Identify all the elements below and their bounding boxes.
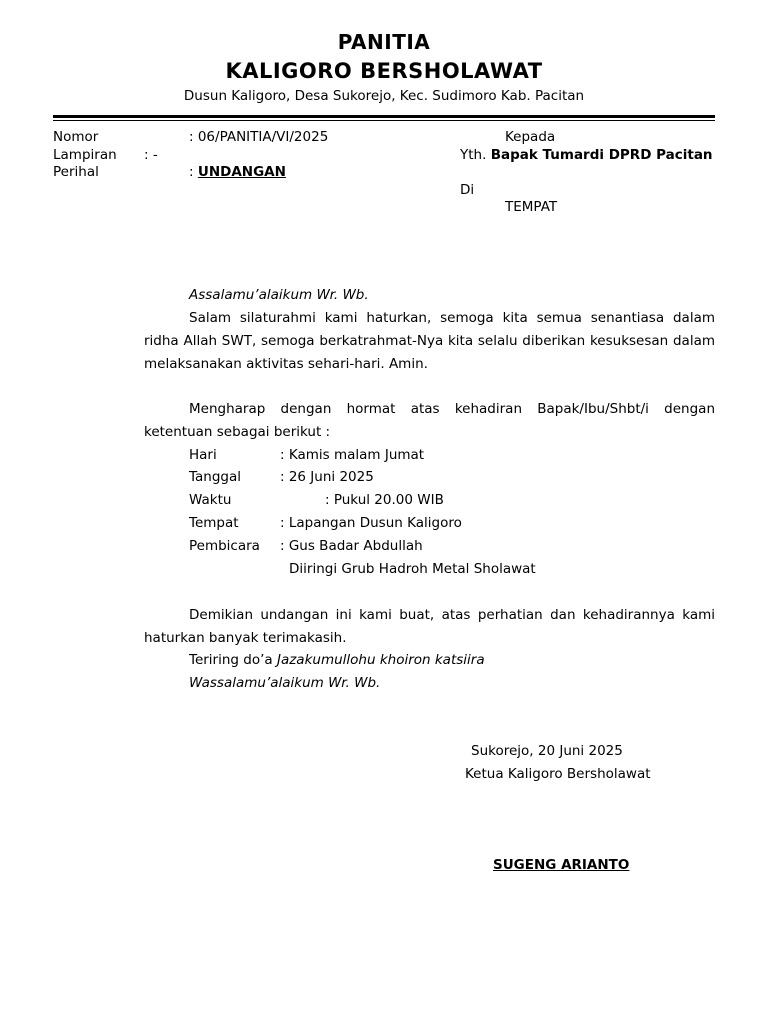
paragraph-closing-text: Demikian undangan ini kami buat, atas perhatian dan kehadirannya kami haturkan banyak terimakasih. [144, 607, 715, 646]
nomor-value: : 06/PANITIA/VI/2025 [189, 129, 329, 145]
signature-place-date: Sukorejo, 20 Juni 2025 [471, 743, 623, 759]
detail-label-waktu: Waktu [189, 492, 232, 508]
paragraph-closing [144, 604, 715, 650]
perihal-value-line [189, 164, 286, 180]
recipient-line [460, 147, 713, 163]
detail-value-tempat: : Lapangan Dusun Kaligoro [280, 515, 462, 531]
letterhead-rule-thin [53, 120, 715, 121]
detail-value-pembicara: : Gus Badar Abdullah [280, 538, 423, 554]
recipient-name: Bapak Tumardi DPRD Pacitan [490, 147, 713, 163]
paragraph-invitation-text: Mengharap dengan hormat atas kehadiran Bapak/Ibu/Shbt/i dengan ketentuan sebagai berikut : [144, 401, 715, 440]
perihal-value: UNDANGAN [197, 164, 286, 180]
closing-prayer-prefix: Teriring do’a [189, 652, 277, 668]
nomor-label: Nomor [53, 129, 99, 145]
detail-value-waktu: : Pukul 20.00 WIB [325, 492, 444, 508]
farewell: Wassalamu’alaikum Wr. Wb. [189, 675, 381, 691]
lampiran-label: Lampiran [53, 147, 117, 163]
org-address: Dusun Kaligoro, Desa Sukorejo, Kec. Sudimoro Kab. Pacitan [183, 88, 585, 104]
recipient-yth: Yth. [460, 147, 487, 163]
org-title-line2: KALIGORO BERSHOLAWAT [225, 59, 543, 83]
detail-label-hari: Hari [189, 447, 217, 463]
detail-label-tempat: Tempat [189, 515, 239, 531]
lampiran-value: : - [144, 147, 158, 163]
detail-extra-line: Diiringi Grub Hadroh Metal Sholawat [289, 561, 536, 577]
perihal-label: Perihal [53, 164, 99, 180]
detail-label-tanggal: Tanggal [189, 469, 242, 485]
paragraph-intro-text: Salam silaturahmi kami haturkan, semoga kita semua senantiasa dalam ridha Allah SWT, semoga berkatrahmat-Nya kita selalu diberikan kesuksesan dalam melaksanakan aktivitas sehari-hari. Amin. [144, 310, 715, 372]
detail-label-pembicara: Pembicara [189, 538, 260, 554]
perihal-colon: : [189, 164, 194, 180]
closing-prayer [189, 652, 485, 668]
recipient-kepada: Kepada [505, 129, 556, 145]
detail-value-tanggal: : 26 Juni 2025 [280, 469, 374, 485]
greeting: Assalamu’alaikum Wr. Wb. [189, 287, 369, 303]
paragraph-intro [144, 307, 715, 376]
recipient-di: Di [460, 182, 475, 198]
letterhead-rule-thick [53, 115, 715, 118]
detail-value-hari: : Kamis malam Jumat [280, 447, 425, 463]
closing-prayer-italic: Jazakumullohu khoiron katsiira [276, 652, 485, 668]
paragraph-invitation [144, 398, 715, 444]
signature-role: Ketua Kaligoro Bersholawat [465, 766, 651, 782]
org-title-line1: PANITIA [337, 30, 431, 54]
signature-name: SUGENG ARIANTO [493, 857, 630, 873]
recipient-tempat: TEMPAT [505, 199, 558, 215]
